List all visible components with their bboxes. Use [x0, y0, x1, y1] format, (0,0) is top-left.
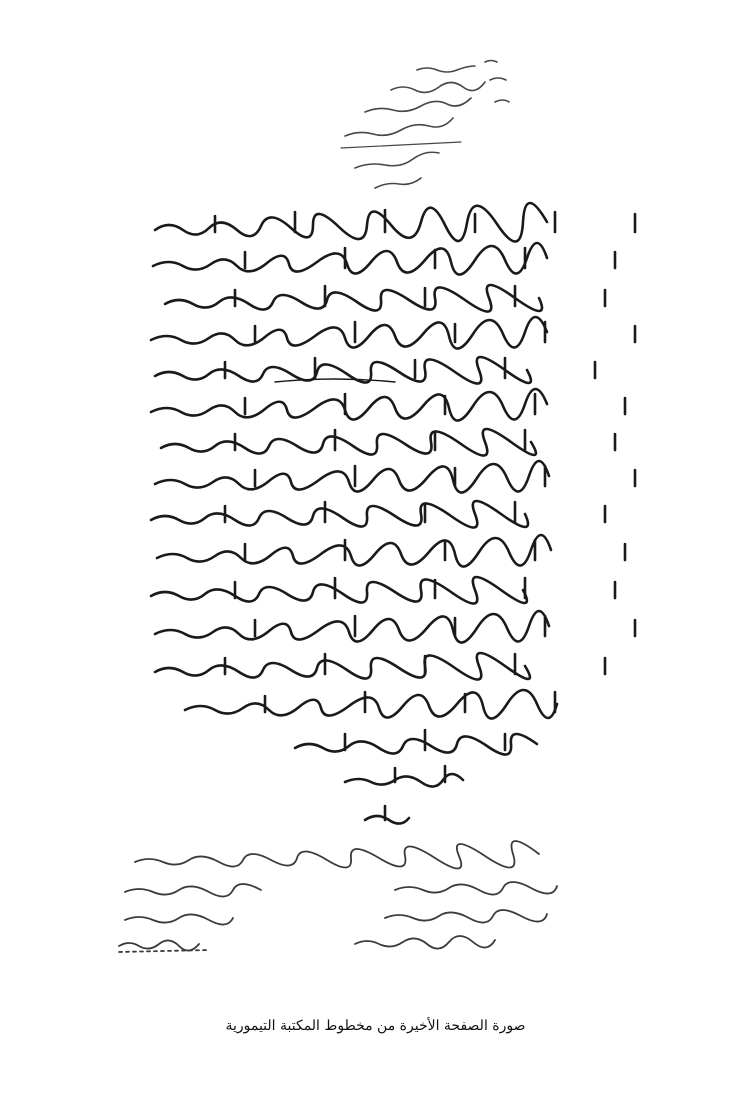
manuscript-page-image — [95, 40, 695, 970]
main-text — [151, 203, 635, 824]
handwritten-script — [95, 40, 695, 970]
page-caption: صورة الصفحة الأخيرة من مخطوط المكتبة التيمورية — [225, 1018, 526, 1034]
marginal-note — [341, 61, 509, 189]
ownership-notes — [119, 841, 557, 952]
